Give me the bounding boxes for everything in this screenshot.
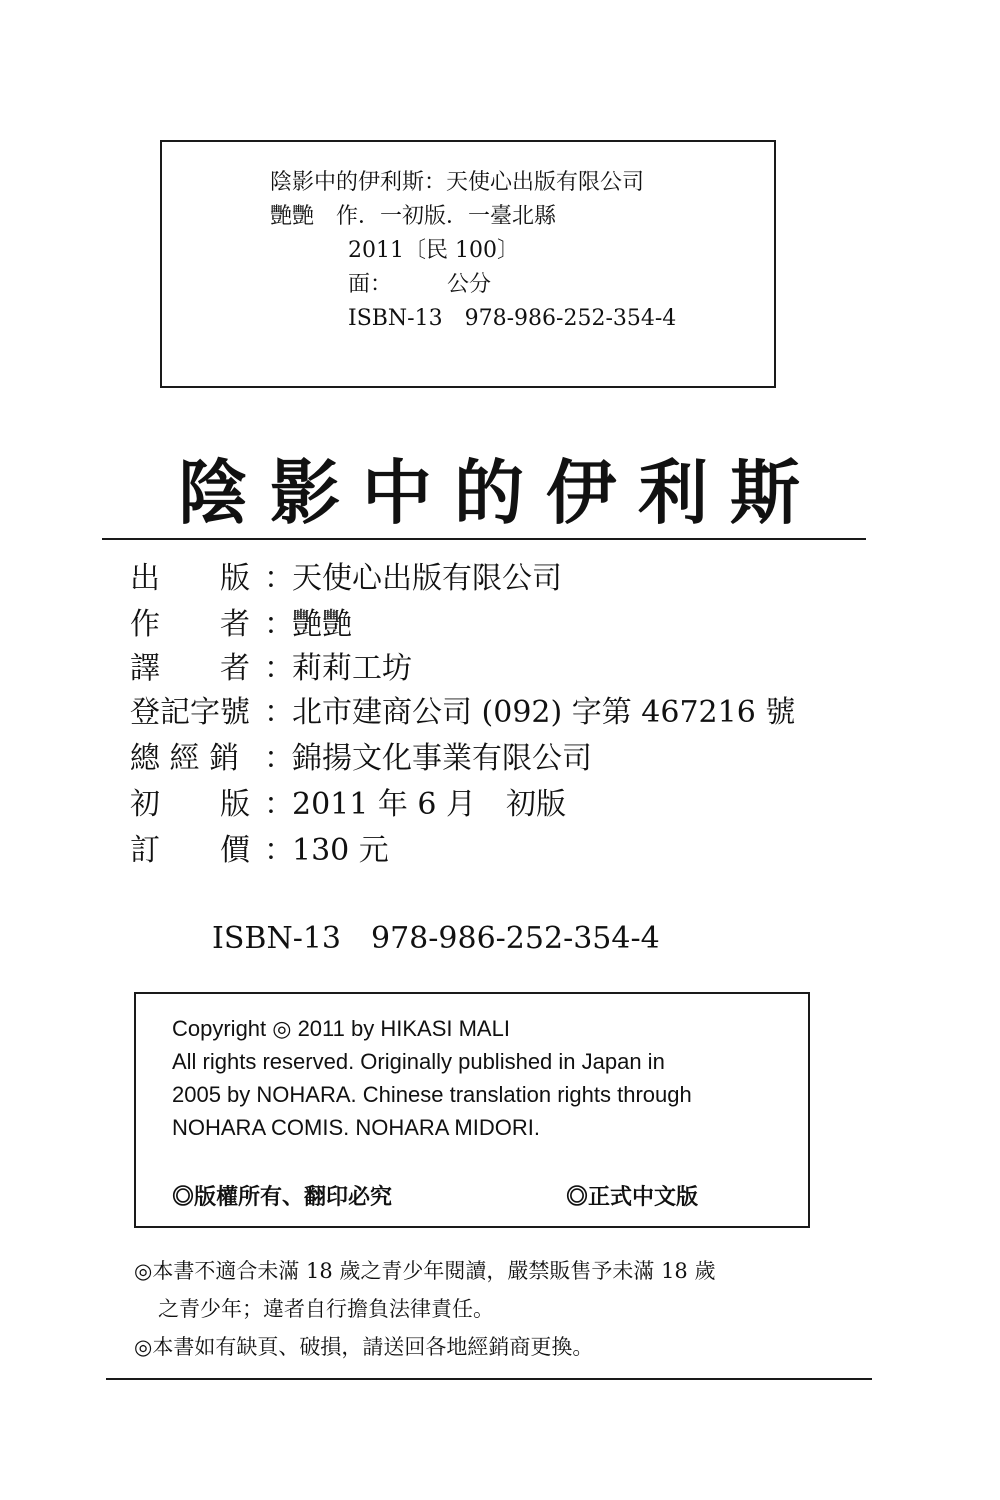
info-label: 訂 價: [130, 833, 250, 868]
info-label: 初 版: [130, 787, 250, 822]
copyright-line-2: All rights reserved. Originally published in Japan in: [172, 1049, 665, 1074]
copyright-box: [134, 992, 810, 1228]
cip-line-2: 艷艷 作．一初版．一臺北縣: [270, 204, 557, 229]
copyright-line-4: NOHARA COMIS. NOHARA MIDORI.: [172, 1115, 540, 1140]
info-colon: ：: [264, 561, 294, 596]
book-title: 陰影中的伊利斯: [178, 451, 822, 534]
info-label: 總 經 銷: [130, 741, 240, 776]
info-colon: ：: [264, 607, 294, 642]
isbn: ISBN-13 978-986-252-354-4: [212, 921, 660, 956]
cip-line-1: 陰影中的伊利斯：天使心出版有限公司: [270, 170, 645, 195]
info-label: 登記字號: [130, 695, 250, 730]
info-value: 天使心出版有限公司: [292, 561, 562, 596]
info-label: 譯 者: [130, 651, 250, 686]
cip-line-4: 面： 公分: [348, 272, 492, 297]
info-colon: ：: [264, 695, 294, 730]
info-label: 出 版: [130, 561, 250, 596]
info-colon: ：: [264, 787, 294, 822]
info-value: 北市建商公司 (092) 字第 467216 號: [292, 695, 796, 730]
info-colon: ：: [264, 651, 294, 686]
info-value: 2011 年 6 月 初版: [292, 787, 567, 822]
cip-box: [160, 140, 776, 388]
info-value: 莉莉工坊: [292, 651, 412, 686]
copyright-line-3: 2005 by NOHARA. Chinese translation rights through: [172, 1082, 692, 1107]
official-edition-label: ◎正式中文版: [566, 1184, 699, 1209]
damage-notice: ◎本書如有缺頁、破損，請送回各地經銷商更換。: [134, 1335, 594, 1359]
bottom-divider: [106, 1378, 872, 1380]
info-value: 130 元: [292, 833, 389, 868]
cip-line-5: ISBN-13 978-986-252-354-4: [348, 306, 677, 331]
info-colon: ：: [264, 833, 294, 868]
copyright-line-1: Copyright ◎ 2011 by HIKASI MALI: [172, 1016, 510, 1041]
info-label: 作 者: [130, 607, 250, 642]
info-value: 錦揚文化事業有限公司: [292, 741, 592, 776]
copyright-text: [172, 1012, 792, 1144]
rights-reserved-label: ◎版權所有、翻印必究: [172, 1184, 393, 1209]
age-notice-line-1: ◎本書不適合未滿 18 歲之青少年閱讀，嚴禁販售予未滿 18 歲: [134, 1259, 716, 1283]
cip-line-3: 2011〔民 100〕: [348, 238, 519, 263]
title-divider: [102, 538, 866, 540]
age-notice-line-2: 之青少年；違者自行擔負法律責任。: [158, 1297, 494, 1321]
info-colon: ：: [264, 741, 294, 776]
info-value: 艷艷: [292, 607, 352, 642]
